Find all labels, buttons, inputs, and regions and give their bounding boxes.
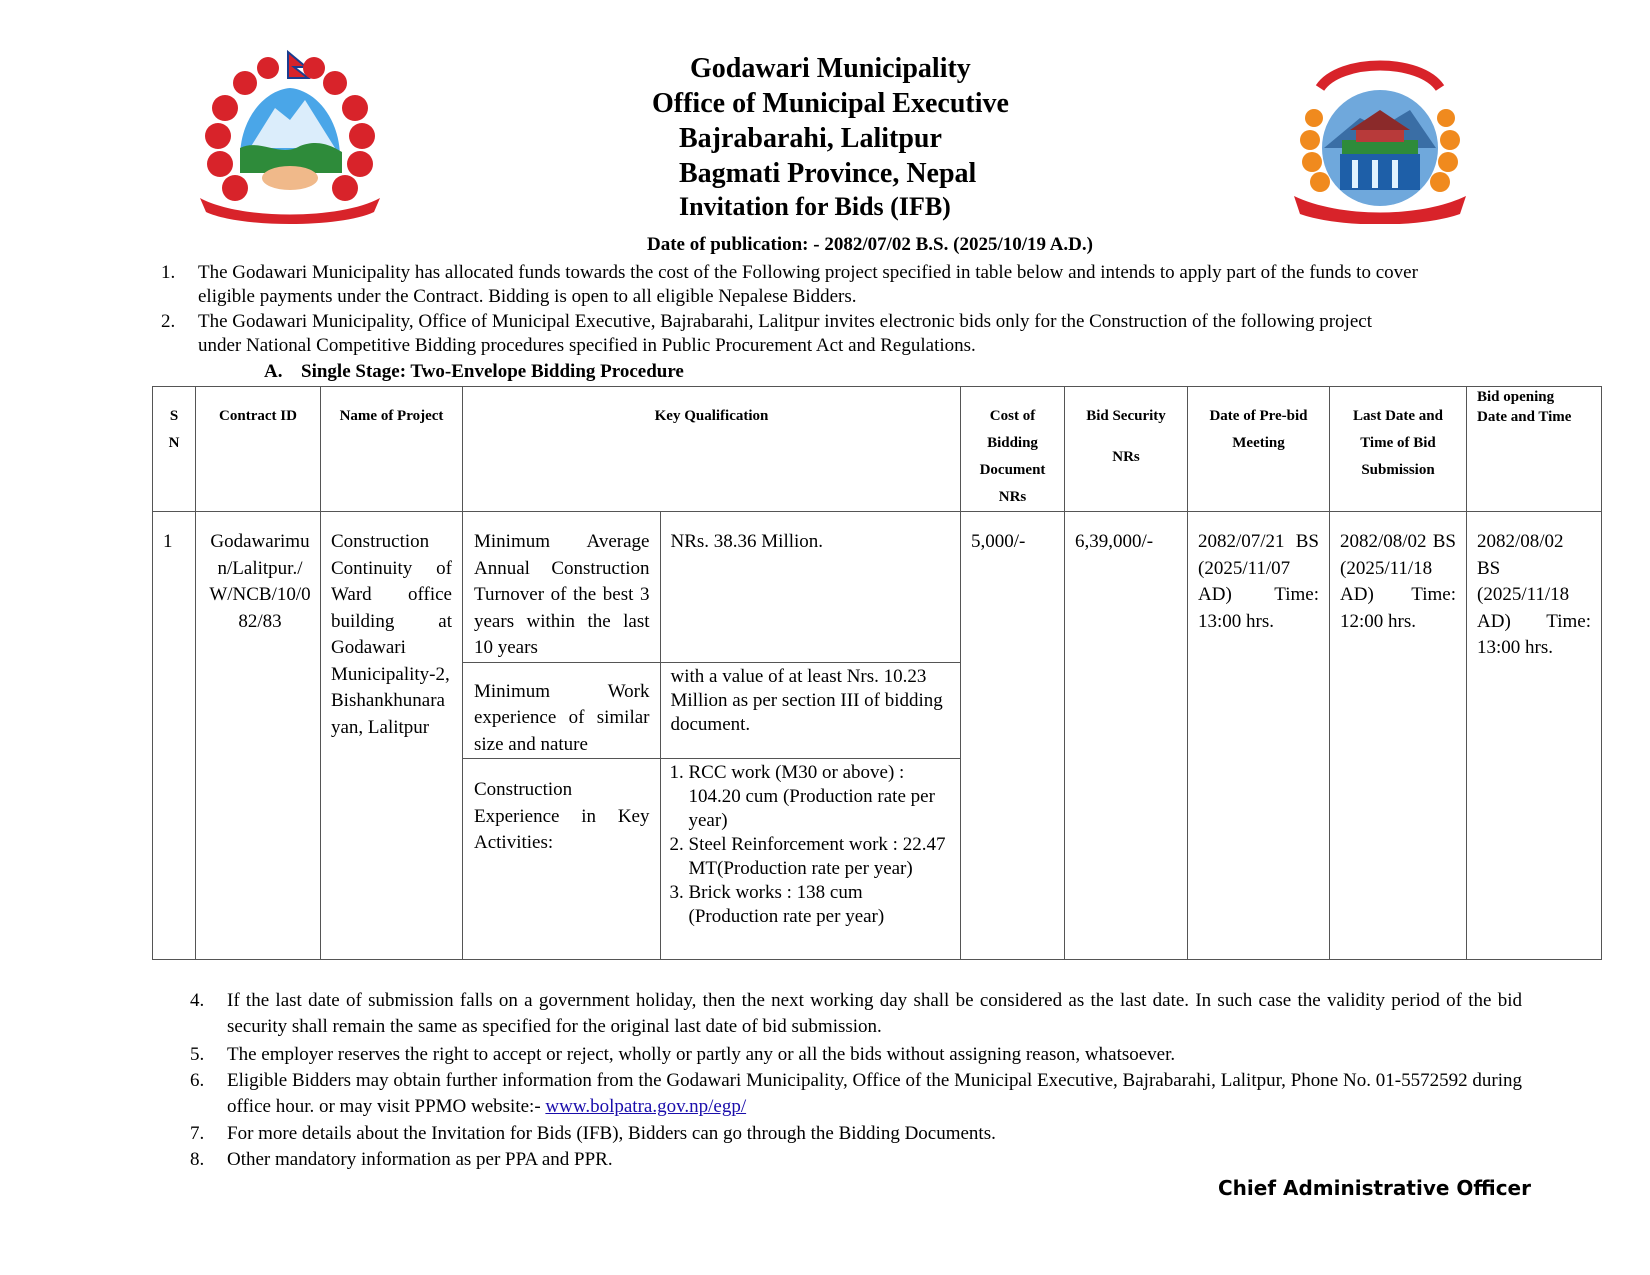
qualification-value (660, 759, 961, 959)
header-document-title: Invitation for Bids (IFB) (679, 192, 951, 221)
section-label: A. (264, 361, 283, 382)
qualification-row (463, 512, 961, 662)
item-text-body: Eligible Bidders may obtain further information from the Godawari Municipality, Office of the Municipal Executive, Bajrabarahi, Lalitpur, Phone No. 01-5572592 during office hour. or may visit PPMO website:- (227, 1070, 1522, 1117)
cell-prebid-meeting: 2082/07/21 BS (2025/11/07 AD) Time: 13:00 hrs. (1188, 512, 1330, 960)
nepal-emblem-icon (190, 48, 390, 224)
paragraph-2 (161, 310, 1561, 360)
paragraph-text-line: under National Competitive Bidding procedures specified in Public Procurement Act and Regulations. (198, 335, 976, 356)
cell-bid-security: 6,39,000/- (1065, 512, 1188, 960)
cell-last-submission: 2082/08/02 BS (2025/11/18 AD) Time: 12:00 hrs. (1330, 512, 1467, 960)
header-province: Bagmati Province, Nepal (679, 158, 977, 189)
qualification-label: Construction Experience in Key Activities: (463, 759, 660, 959)
cell-key-qualification (463, 512, 961, 960)
ifb-table (152, 386, 1602, 960)
key-activity-item: 1. RCC work (M30 or above) : 104.20 cum (Production rate per year) (689, 761, 952, 833)
cell-contract-id: Godawarimun/Lalitpur./W/NCB/10/082/83 (196, 512, 321, 960)
footer-item-8 (190, 1147, 1530, 1173)
qualification-subtable (463, 512, 961, 959)
cell-project-name: Construction Continuity of Ward office building at Godawari Municipality-2, Bishankhunarayan, Lalitpur (321, 512, 463, 960)
cell-bid-opening: 2082/08/02 BS (2025/11/18 AD) Time: 13:00 hrs. (1467, 512, 1602, 960)
table-row (153, 512, 1602, 960)
nepal-emblem-logo (190, 48, 390, 224)
item-text (227, 1068, 1522, 1120)
qualification-label: Minimum Average Annual Construction Turnover of the best 3 years within the last 10 years (463, 512, 660, 662)
footer-item-6 (190, 1068, 1530, 1120)
paragraph-text-line: eligible payments under the Contract. Bidding is open to all eligible Nepalese Bidders. (198, 286, 857, 307)
ppmo-website-link[interactable]: www.bolpatra.gov.np/egp/ (545, 1096, 747, 1117)
item-text: For more details about the Invitation for Bids (IFB), Bidders can go through the Bidding Documents. (227, 1123, 996, 1144)
item-text: The employer reserves the right to accept or reject, wholly or partly any or all the bids without assigning reason, whatsoever. (227, 1044, 1176, 1065)
cell-cost-of-document: 5,000/- (961, 512, 1065, 960)
header-bid-opening: Bid opening Date and Time (1467, 387, 1602, 512)
header-bid-security: Bid Security NRs (1065, 387, 1188, 512)
footer-item-4 (190, 988, 1530, 1040)
key-activity-item: 3. Brick works : 138 cum (Production rate per year) (689, 881, 952, 929)
paragraph-1 (161, 261, 1561, 311)
qualification-value: with a value of at least Nrs. 10.23 Million as per section III of bidding document. (660, 662, 961, 759)
header-project-name: Name of Project (321, 387, 463, 512)
section-heading (264, 361, 684, 383)
header-municipality-name: Godawari Municipality (690, 53, 971, 84)
header-sn: S N (153, 387, 196, 512)
publication-date: Date of publication: - 2082/07/02 B.S. (2025/10/19 A.D.) (647, 234, 1093, 255)
item-number: 5. (190, 1044, 205, 1065)
qualification-row (463, 759, 961, 959)
item-number: 8. (190, 1149, 205, 1170)
header-cost-of-document: Cost of Bidding Document NRs (961, 387, 1065, 512)
footer-item-7 (190, 1121, 1530, 1147)
paragraph-text-line: The Godawari Municipality has allocated funds towards the cost of the Following project specified in table below and intends to apply part of the funds to cover (198, 262, 1418, 283)
header-office-name: Office of Municipal Executive (652, 88, 1009, 119)
qualification-row (463, 662, 961, 759)
qualification-label: Minimum Work experience of similar size and nature (463, 662, 660, 759)
item-text: If the last date of submission falls on a government holiday, then the next working day shall be considered as the last date. In such case the validity period of the bid security shall remain the same as specified for the original last date of bid submission. (227, 990, 1522, 1037)
item-number: 6. (190, 1070, 205, 1091)
key-activity-item: 2. Steel Reinforcement work : 22.47 MT(Production rate per year) (689, 833, 952, 881)
header-prebid-meeting: Date of Pre-bid Meeting (1188, 387, 1330, 512)
item-number: 4. (190, 990, 205, 1011)
paragraph-number: 1. (161, 262, 176, 283)
footer-item-5 (190, 1042, 1530, 1068)
item-text: Other mandatory information as per PPA and PPR. (227, 1149, 613, 1170)
section-title: Single Stage: Two-Envelope Bidding Procedure (301, 361, 684, 382)
table-header-row (153, 387, 1602, 512)
header-last-submission: Last Date and Time of Bid Submission (1330, 387, 1467, 512)
key-activities-list (671, 761, 952, 929)
header-address: Bajrabarahi, Lalitpur (679, 123, 942, 154)
paragraph-text-line: The Godawari Municipality, Office of Municipal Executive, Bajrabarahi, Lalitpur invites electronic bids only for the Construction of the following project (198, 311, 1372, 332)
header-contract-id: Contract ID (196, 387, 321, 512)
signature-title: Chief Administrative Officer (1218, 1176, 1531, 1200)
header-key-qualification: Key Qualification (463, 387, 961, 512)
qualification-value: NRs. 38.36 Million. (660, 512, 961, 662)
cell-sn: 1 (153, 512, 196, 960)
paragraph-number: 2. (161, 311, 176, 332)
item-number: 7. (190, 1123, 205, 1144)
